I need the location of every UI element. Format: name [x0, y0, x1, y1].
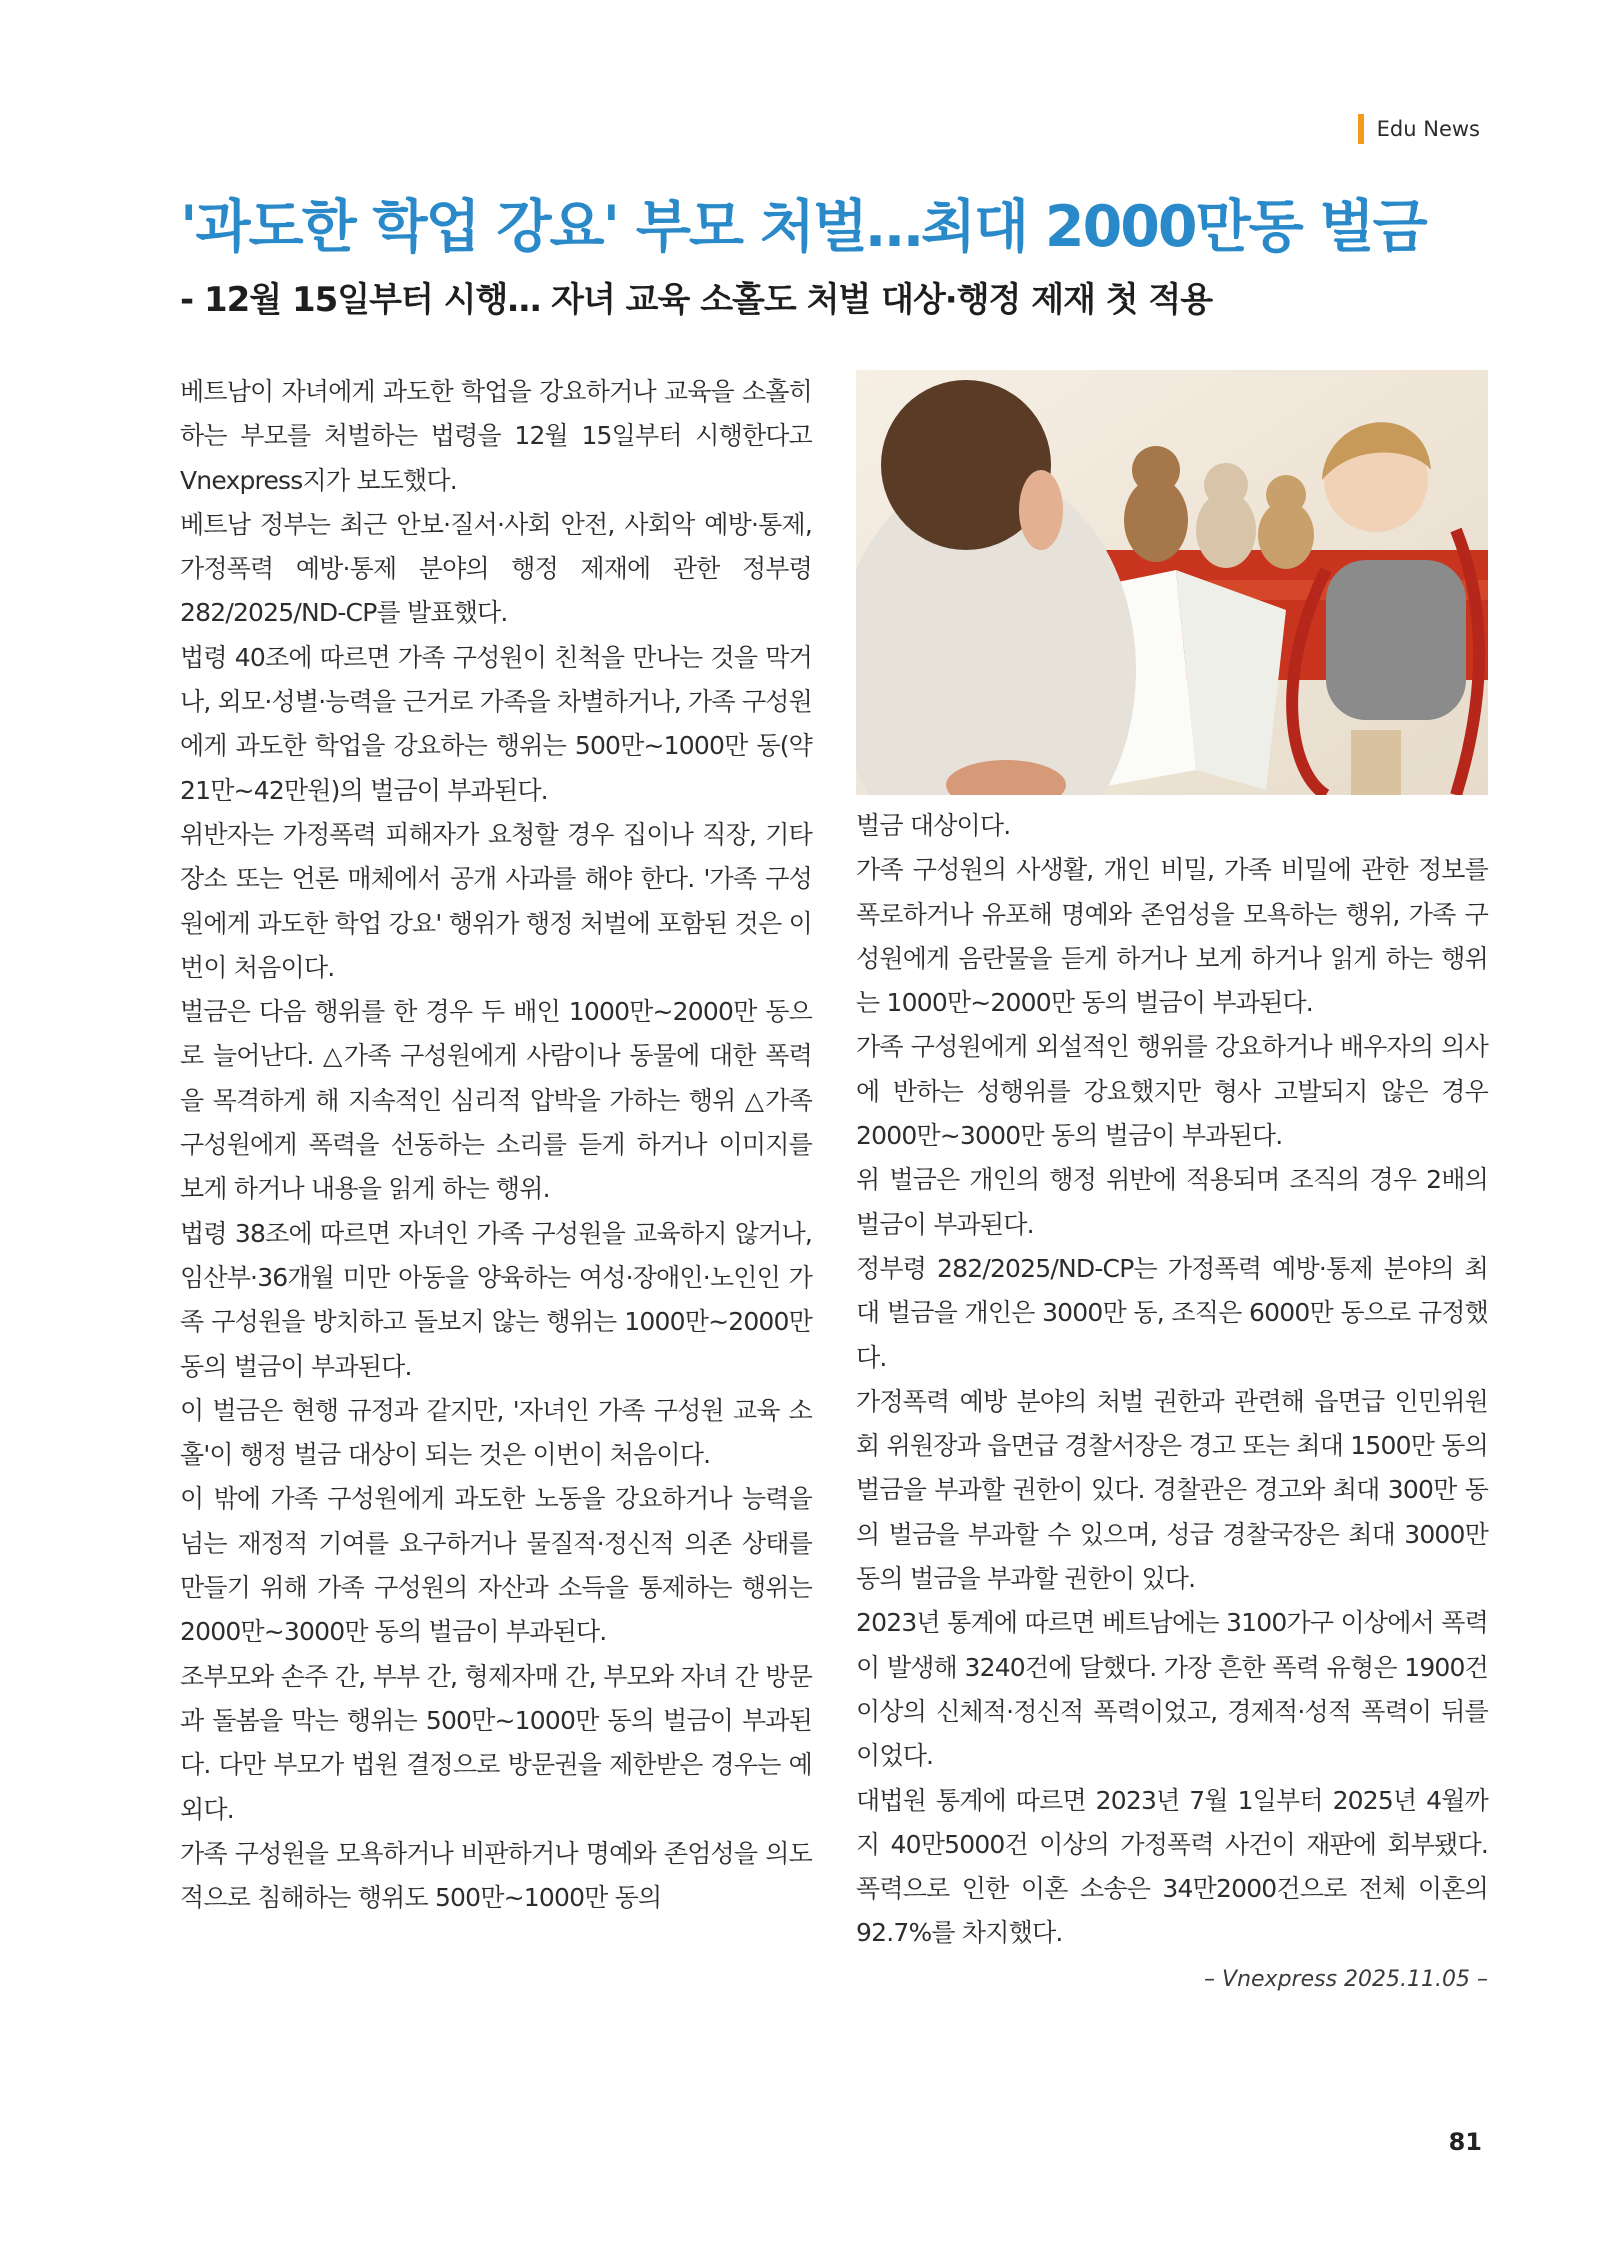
- page-number: 81: [1448, 2128, 1482, 2156]
- article-photo: [856, 370, 1488, 795]
- paragraph: 위 벌금은 개인의 행정 위반에 적용되며 조직의 경우 2배의 벌금이 부과된다.: [856, 1165, 1488, 1239]
- paragraph: 위반자는 가정폭력 피해자가 요청할 경우 집이나 직장, 기타 장소 또는 언론 매체에서 공개 사과를 해야 한다. '가족 구성원에게 과도한 학업 강요' 행위가 행정 처벌에 포함된 것은 이번이 처음이다.: [180, 819, 812, 982]
- right-column: [856, 370, 1488, 1998]
- paragraph: 법령 38조에 따르면 자녀인 가족 구성원을 교육하지 않거나, 임산부·36개월 미만 아동을 양육하는 여성·장애인·노인인 가족 구성원을 방치하고 돌보지 않는 행위는 1000만~2000만 동의 벌금이 부과된다.: [180, 1218, 812, 1381]
- paragraph: 정부령 282/2025/ND-CP는 가정폭력 예방·통제 분야의 최대 벌금을 개인은 3000만 동, 조직은 6000만 동으로 규정했다.: [856, 1253, 1488, 1372]
- paragraph: 대법원 통계에 따르면 2023년 7월 1일부터 2025년 4월까지 40만5000건 이상의 가정폭력 사건이 재판에 회부됐다. 폭력으로 인한 이혼 소송은 34만2000건으로 전체 이혼의 92.7%를 차지했다.: [856, 1785, 1488, 1948]
- paragraph: 이 벌금은 현행 규정과 같지만, '자녀인 가족 구성원 교육 소홀'이 행정 벌금 대상이 되는 것은 이번이 처음이다.: [180, 1395, 812, 1470]
- left-column: [180, 370, 812, 1920]
- paragraph: 가족 구성원에게 외설적인 행위를 강요하거나 배우자의 의사에 반하는 성행위를 강요했지만 형사 고발되지 않은 경우 2000만~3000만 동의 벌금이 부과된다.: [856, 1032, 1488, 1151]
- article-source: – Vnexpress 2025.11.05 –: [1204, 1966, 1488, 1992]
- paragraph: 벌금 대상이다.: [856, 811, 1011, 840]
- paragraph: 베트남이 자녀에게 과도한 학업을 강요하거나 교육을 소홀히 하는 부모를 처벌하는 법령을 12월 15일부터 시행한다고 Vnexpress지가 보도했다.: [180, 377, 812, 495]
- paragraph: 법령 40조에 따르면 가족 구성원이 친척을 만나는 것을 막거나, 외모·성별·능력을 근거로 가족을 차별하거나, 가족 구성원에게 과도한 학업을 강요하는 행위는 500만~1000만 동(약 21만~42만원)의 벌금이 부과된다.: [180, 642, 812, 805]
- section-accent-bar: [1358, 114, 1364, 144]
- section-tag: [1358, 114, 1480, 144]
- paragraph: 가족 구성원을 모욕하거나 비판하거나 명예와 존엄성을 의도적으로 침해하는 행위도 500만~1000만 동의: [180, 1838, 812, 1913]
- article-headline: '과도한 학업 강요' 부모 처벌…최대 2000만동 벌금: [180, 194, 1426, 260]
- paragraph: 베트남 정부는 최근 안보·질서·사회 안전, 사회악 예방·통제, 가정폭력 예방·통제 분야의 행정 제재에 관한 정부령 282/2025/ND-CP를 발표했다.: [180, 509, 812, 628]
- paragraph: 2023년 통계에 따르면 베트남에는 3100가구 이상에서 폭력이 발생해 3240건에 달했다. 가장 흔한 폭력 유형은 1900건 이상의 신체적·정신적 폭력이었고, 경제적·성적 폭력이 뒤를 이었다.: [856, 1608, 1488, 1771]
- article-subheadline: - 12월 15일부터 시행… 자녀 교육 소홀도 처벌 대상·행정 제재 첫 적용: [180, 280, 1213, 320]
- section-label: Edu News: [1376, 117, 1480, 141]
- paragraph: 이 밖에 가족 구성원에게 과도한 노동을 강요하거나 능력을 넘는 재정적 기여를 요구하거나 물질적·정신적 의존 상태를 만들기 위해 가족 구성원의 자산과 소득을 통제하는 행위는 2000만~3000만 동의 벌금이 부과된다.: [180, 1484, 812, 1647]
- paragraph: 가정폭력 예방 분야의 처벌 권한과 관련해 읍면급 인민위원회 위원장과 읍면급 경찰서장은 경고 또는 최대 1500만 동의 벌금을 부과할 권한이 있다. 경찰관은 경고와 최대 300만 동의 벌금을 부과할 수 있으며, 성급 경찰국장은 최대 3000만 동의 벌금을 부과할 권한이 있다.: [856, 1386, 1488, 1594]
- paragraph: 벌금은 다음 행위를 한 경우 두 배인 1000만~2000만 동으로 늘어난다. △가족 구성원에게 사람이나 동물에 대한 폭력을 목격하게 해 지속적인 심리적 압박을 가하는 행위 △가족 구성원에게 폭력을 선동하는 소리를 듣게 하거나 이미지를 보게 하거나 내용을 읽게 하는 행위.: [180, 997, 812, 1204]
- paragraph: 조부모와 손주 간, 부부 간, 형제자매 간, 부모와 자녀 간 방문과 돌봄을 막는 행위는 500만~1000만 동의 벌금이 부과된다. 다만 부모가 법원 결정으로 방문권을 제한받은 경우는 예외다.: [180, 1661, 812, 1824]
- paragraph: 가족 구성원의 사생활, 개인 비밀, 가족 비밀에 관한 정보를 폭로하거나 유포해 명예와 존엄성을 모욕하는 행위, 가족 구성원에게 음란물을 듣게 하거나 보게 하거나 읽게 하는 행위는 1000만~2000만 동의 벌금이 부과된다.: [856, 855, 1488, 1018]
